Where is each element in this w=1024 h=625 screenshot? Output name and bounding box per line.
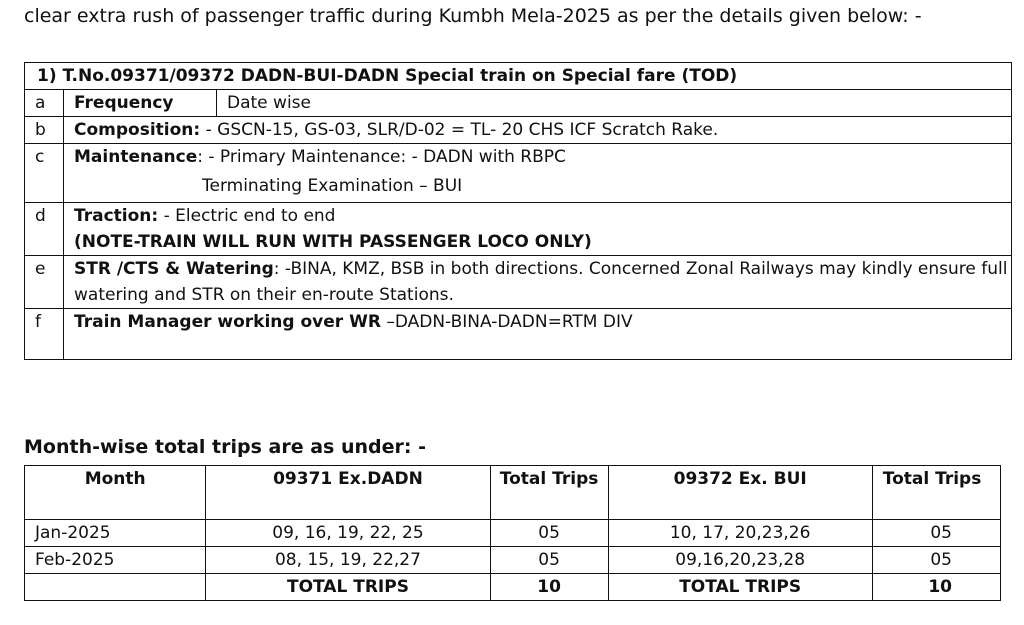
train-manager-value: –DADN-BINA-DADN=RTM DIV	[380, 312, 633, 332]
row-letter-d: d	[25, 203, 64, 256]
row-letter-e: e	[25, 256, 64, 309]
header-month: Month	[25, 466, 206, 520]
header-total-1: Total Trips	[490, 466, 608, 520]
trips-table	[24, 465, 1001, 601]
total-trips-label: TOTAL TRIPS	[206, 574, 490, 601]
traction-note: (NOTE-TRAIN WILL RUN WITH PASSENGER LOCO ONLY)	[74, 232, 592, 252]
terminating-exam: Terminating Examination – BUI	[202, 176, 463, 196]
row-letter-c: c	[25, 144, 64, 203]
traction-value: - Electric end to end	[158, 206, 336, 226]
composition-value: - GSCN-15, GS-03, SLR/D-02 = TL- 20 CHS ICF Scratch Rake.	[200, 120, 719, 140]
total-2-cell: 05	[872, 547, 1000, 574]
header-09372: 09372 Ex. BUI	[608, 466, 872, 520]
header-total-2: Total Trips	[872, 466, 1000, 520]
traction-label: Traction:	[74, 206, 159, 226]
frequency-value: Date wise	[217, 90, 1012, 117]
row-letter-f: f	[25, 309, 64, 360]
frequency-label: Frequency	[74, 93, 174, 113]
train-spec-table	[24, 62, 1012, 360]
header-09371: 09371 Ex.DADN	[206, 466, 490, 520]
total-trips-label-2: TOTAL TRIPS	[608, 574, 872, 601]
watering-value: : -BINA, KMZ, BSB in both directions. Concerned Zonal Railways may kindly ensure full watering and STR on their en-route Stations.	[74, 259, 1008, 305]
watering-label: STR /CTS & Watering	[74, 259, 274, 279]
total-1-cell: 05	[490, 547, 608, 574]
total-2-cell: 05	[872, 520, 1000, 547]
maintenance-label: Maintenance	[74, 147, 198, 167]
maintenance-value: : - Primary Maintenance: - DADN with RBPC	[197, 147, 566, 167]
dates-09371-cell: 09, 16, 19, 22, 25	[206, 520, 490, 547]
row-letter-a: a	[25, 90, 64, 117]
dates-09372-cell: 09,16,20,23,28	[608, 547, 872, 574]
dates-09372-cell: 10, 17, 20,23,26	[608, 520, 872, 547]
total-trips-2: 10	[872, 574, 1000, 601]
month-cell: Jan-2025	[25, 520, 206, 547]
train-manager-label: Train Manager working over WR	[74, 312, 381, 332]
composition-label: Composition:	[74, 120, 201, 140]
month-cell: Feb-2025	[25, 547, 206, 574]
dates-09371-cell: 08, 15, 19, 22,27	[206, 547, 490, 574]
row-letter-b: b	[25, 117, 64, 144]
intro-text: clear extra rush of passenger traffic during Kumbh Mela-2025 as per the details given below: -	[24, 5, 922, 27]
total-1-cell: 05	[490, 520, 608, 547]
empty-cell	[25, 574, 206, 601]
total-trips-1: 10	[490, 574, 608, 601]
spec-title: 1) T.No.09371/09372 DADN-BUI-DADN Special train on Special fare (TOD)	[25, 63, 1012, 90]
trips-heading: Month-wise total trips are as under: -	[24, 436, 426, 458]
